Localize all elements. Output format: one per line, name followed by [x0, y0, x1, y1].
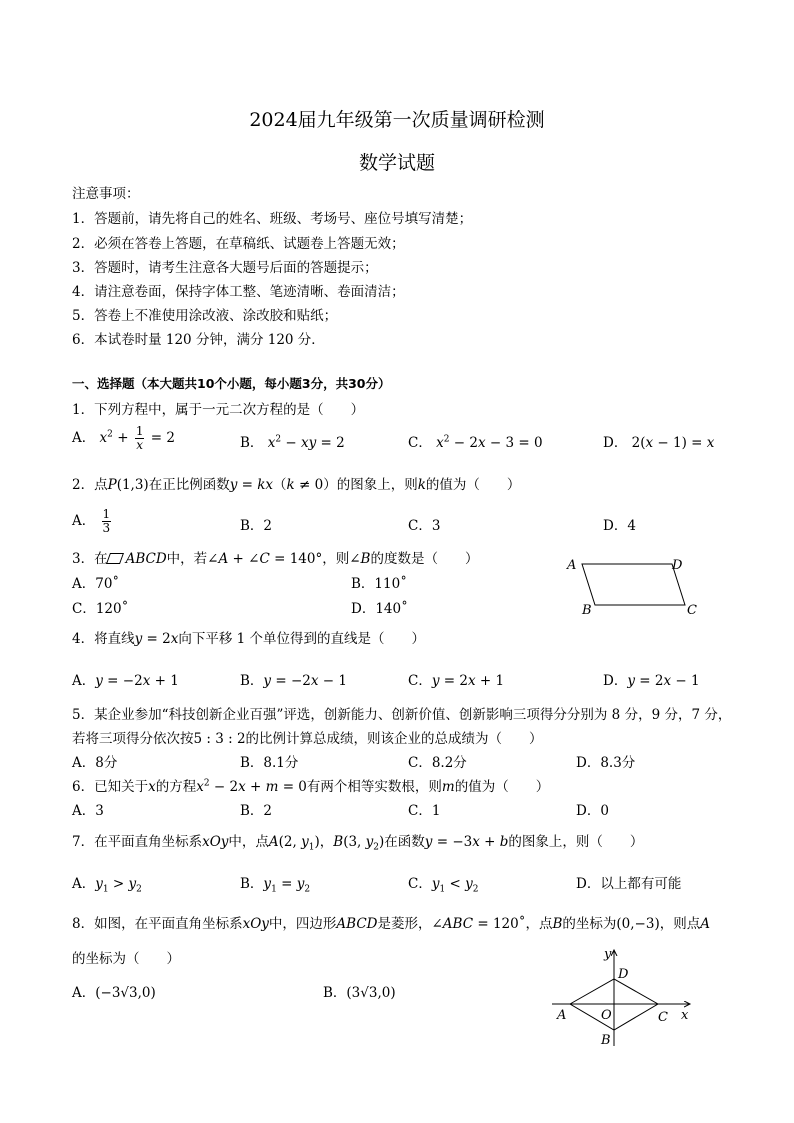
math-expression: $x^2$ + $\frac{1}{x}$ = 2 [99, 424, 175, 453]
note-item: 4．请注意卷面，保持字体工整、笔迹清晰、卷面清洁； [72, 284, 405, 300]
q3-option-c: C．120˚ [72, 601, 129, 617]
axis-label-y: y [604, 947, 612, 962]
q5-option-b: B．8.1分 [240, 755, 299, 771]
stem-text: 有两个相等实数根，则 [306, 779, 442, 795]
math-expression: $x^2 - 2x - 3 = 0$ [436, 434, 543, 451]
math-expression: $x^2$ − xy = 2 [267, 434, 345, 451]
parallelogram-figure [560, 552, 710, 618]
stem-text: 中，若 [166, 551, 208, 567]
q3-option-a: A．70˚ [72, 576, 120, 592]
option-label: D． [603, 435, 628, 451]
q2-option-b: B．2 [240, 518, 273, 534]
stem-text: 6．已知关于 [72, 779, 149, 795]
vertex-label-a: A [557, 1008, 567, 1023]
q8-option-a: A．(−3√3,0) [72, 985, 156, 1001]
q7-option-a: A．$y_1 > y_2$ [72, 876, 142, 895]
stem-text: 7．在平面直角坐标系 [72, 834, 203, 850]
rhombus-coordinate-figure [548, 944, 706, 1050]
stem-text: 是菱形， [377, 916, 432, 932]
stem-text: 的值为（ ） [425, 477, 521, 493]
note-item: 1．答题前，请先将自己的姓名、班级、考场号、座位号填写清楚； [72, 211, 473, 227]
vertex-label-a: A [567, 558, 577, 573]
stem-text: 3．在 [72, 551, 108, 567]
q3-option-b: B．110˚ [351, 576, 407, 592]
math-expression: $\frac{1}{3}$ [102, 507, 111, 536]
vertex-label-d: D [618, 967, 629, 982]
question-5-stem-line1: 5．某企业参加“科技创新企业百强”评选，创新能力、创新价值、创新影响三项得分分别为 8 分，9 分，7 分， [72, 707, 732, 723]
q8-option-b: B．(3√3,0) [323, 985, 396, 1001]
option-label: C． [408, 435, 432, 451]
stem-text: 中，点 [228, 834, 269, 850]
stem-text: 2．点 [72, 477, 108, 493]
vertex-label-b: B [601, 1033, 611, 1048]
q1-option-b [240, 431, 345, 451]
q2-option-a [72, 508, 113, 535]
stem-text: 在函数 [384, 834, 425, 850]
question-1-stem: 1．下列方程中，属于一元二次方程的是（ ） [72, 402, 365, 418]
vertex-label-d: D [672, 558, 683, 573]
note-item: 3．答题时，请考生注意各大题号后面的答题提示； [72, 260, 378, 276]
q6-option-a: A．3 [72, 803, 104, 819]
note-item: 6．本试卷时量 120 分钟，满分 120 分． [72, 332, 325, 348]
question-7-stem: 7．在平面直角坐标系xOy中，点A(2, $y_1$)，B(3, $y_2$)在函数y = −3x + b的图象上，则（ ） [72, 834, 644, 853]
stem-text: 4．将直线 [72, 631, 135, 647]
exam-subtitle: 数学试题 [358, 152, 435, 174]
parallelogram-shape [582, 564, 685, 605]
q2-option-d: D．4 [603, 518, 636, 534]
stem-text: 向下平移 1 个单位得到的直线是（ ） [178, 631, 426, 647]
math-expression: 2(x − 1) = x [631, 435, 715, 451]
stem-text: 在正比例函数 [148, 477, 230, 493]
option-label: A． [72, 513, 96, 530]
stem-text: ， [319, 834, 334, 850]
stem-text: 的值为（ ） [454, 779, 550, 795]
stem-text: 8．如图，在平面直角坐标系 [72, 916, 243, 932]
stem-text: 的度数是（ ） [370, 551, 479, 567]
q5-option-a: A．8分 [72, 755, 118, 771]
q6-option-c: C．1 [408, 803, 441, 819]
stem-text: （ [273, 477, 287, 493]
vertex-label-c: C [687, 603, 697, 618]
stem-text: ，则 [322, 551, 350, 567]
q4-option-a: A．y = −2x + 1 [72, 673, 179, 689]
axis-label-x: x [681, 1008, 689, 1023]
notes-heading: 注意事项： [72, 186, 140, 202]
exam-title: 2024届九年级第一次质量调研检测 [249, 109, 545, 131]
q7-option-b: B．$y_1 = y_2$ [240, 876, 311, 895]
q1-option-a [72, 425, 175, 452]
q4-option-b: B．y = −2x − 1 [240, 673, 347, 689]
parallelogram-symbol-icon [106, 553, 124, 564]
stem-text: 中，四边形 [268, 916, 337, 932]
stem-text: 的比例计算总成绩，则该企业的总成绩为（ ） [245, 731, 543, 747]
option-label: B． [240, 435, 264, 451]
q3-option-d: D．140˚ [351, 601, 408, 617]
q6-option-d: D．0 [576, 803, 609, 819]
question-6-stem: 6．已知关于x的方程$x^2 - 2x + m = 0$有两个相等实数根，则m的值为（ ） [72, 778, 550, 795]
question-8-stem-line2: 的坐标为（ ） [72, 951, 180, 967]
stem-text: ，点 [525, 916, 553, 932]
stem-text: 的方程 [155, 779, 197, 795]
q4-option-c: C．y = 2x + 1 [408, 673, 505, 689]
stem-text: ）的图象上，则 [323, 477, 418, 493]
q1-option-c [408, 431, 543, 451]
q6-option-b: B．2 [240, 803, 273, 819]
stem-text: ，则点 [659, 916, 701, 932]
vertex-label-c: C [658, 1010, 668, 1025]
q7-option-c: C．$y_1 < y_2$ [408, 876, 479, 895]
q5-option-c: C．8.2分 [408, 755, 467, 771]
q1-option-d [603, 431, 714, 451]
question-2-stem: 2．点P(1,3)在正比例函数y = kx（k ≠ 0）的图象上，则k的值为（ ） [72, 477, 521, 493]
vertex-label-b: B [582, 603, 592, 618]
question-5-stem-line2: 若将三项得分依次按5 : 3 : 2的比例计算总成绩，则该企业的总成绩为（ ） [72, 731, 543, 747]
q4-option-d: D．y = 2x − 1 [603, 673, 700, 689]
q5-option-d: D．8.3分 [576, 755, 636, 771]
origin-label-o: O [601, 1008, 612, 1023]
stem-text: 的图象上，则（ ） [508, 834, 644, 850]
stem-text: 若将三项得分依次按 [72, 731, 194, 747]
section-heading: 一、选择题（本大题共10个小题，每小题3分，共30分） [72, 376, 391, 391]
q7-option-d: D．以上都有可能 [576, 876, 682, 892]
question-3-stem: 3．在 ABCD中，若∠A + ∠C = 140°，则∠B的度数是（ ） [72, 551, 479, 567]
note-item: 5．答卷上不准使用涂改液、涂改胶和贴纸； [72, 308, 338, 324]
q2-option-c: C．3 [408, 518, 441, 534]
option-label: A． [72, 430, 96, 447]
question-4-stem: 4．将直线y = 2x向下平移 1 个单位得到的直线是（ ） [72, 631, 426, 647]
note-item: 2．必须在答卷上答题，在草稿纸、试题卷上答题无效； [72, 236, 405, 252]
stem-text: 的坐标为 [562, 916, 617, 932]
question-8-stem-line1: 8．如图，在平面直角坐标系xOy中，四边形ABCD是菱形，∠ABC = 120˚，点B的坐标为(0,−3)，则点A [72, 916, 710, 932]
